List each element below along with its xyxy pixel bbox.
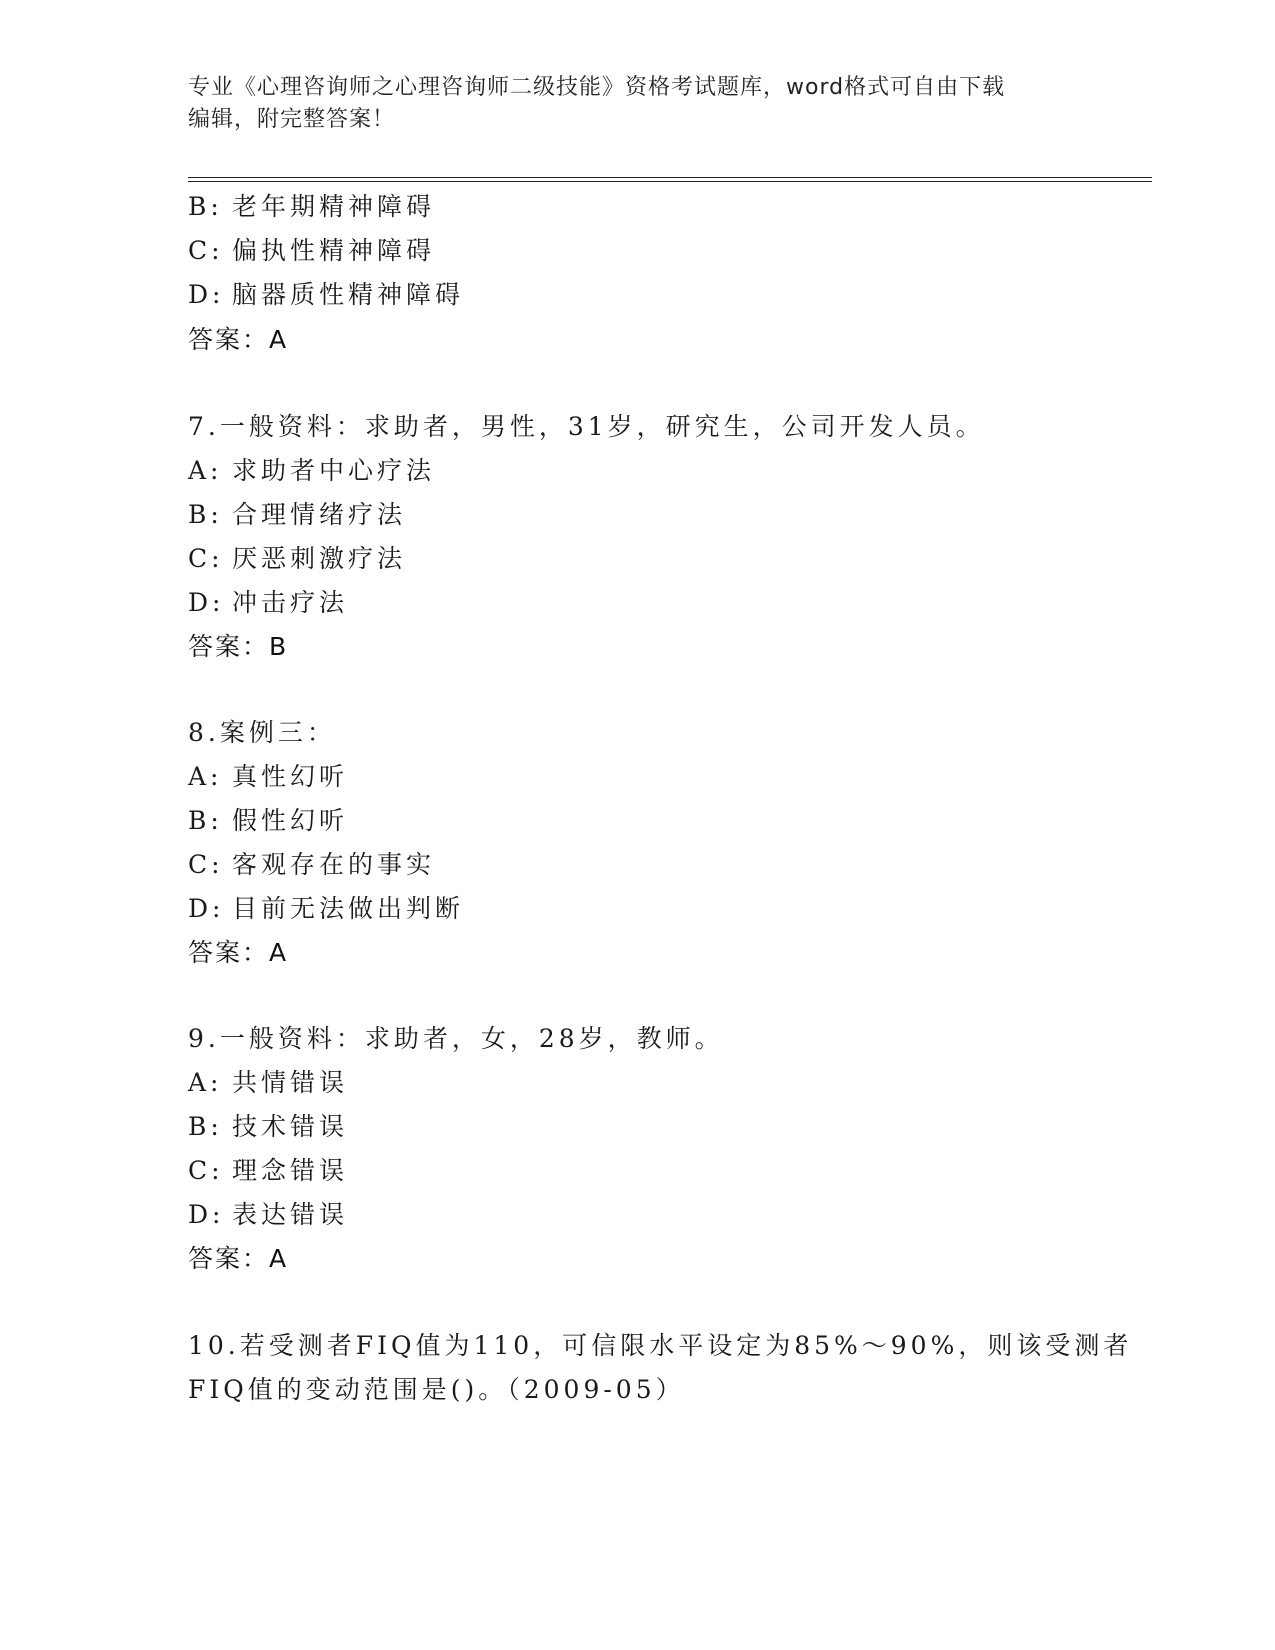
option-letter: A:	[188, 456, 223, 485]
q6-answer: 答案：A	[188, 325, 289, 354]
q9-option-a	[188, 1068, 348, 1098]
option-text: 冲击疗法	[232, 588, 349, 617]
q7-stem: 7.一般资料：求助者，男性，31岁，研究生，公司开发人员。	[188, 412, 985, 441]
option-text: 共情错误	[232, 1068, 349, 1097]
q8-option-c	[188, 850, 435, 880]
option-letter: A:	[188, 1068, 223, 1097]
q7-option-a	[188, 456, 435, 486]
q9-option-c	[188, 1156, 348, 1186]
q8-option-d	[188, 894, 464, 924]
option-text: 脑器质性精神障碍	[232, 280, 465, 309]
header-line-2: 编辑，附完整答案！	[188, 107, 396, 132]
q7-option-d	[188, 588, 348, 618]
q8-stem: 8.案例三：	[188, 718, 336, 747]
option-letter: D:	[188, 280, 225, 309]
option-text: 目前无法做出判断	[232, 894, 465, 923]
option-text: 求助者中心疗法	[232, 456, 436, 485]
option-text: 表达错误	[232, 1200, 349, 1229]
q6-option-c	[188, 236, 435, 266]
q7-option-c	[188, 544, 406, 574]
option-letter: A:	[188, 762, 223, 791]
document-header	[188, 72, 1068, 136]
option-letter: B:	[188, 806, 223, 835]
option-letter: B:	[188, 500, 223, 529]
option-letter: B:	[188, 192, 223, 221]
option-letter: D:	[188, 894, 225, 923]
option-letter: C:	[188, 1156, 224, 1185]
q9-option-d	[188, 1200, 348, 1230]
q7-answer: 答案：B	[188, 632, 289, 661]
q10-stem-line-1: 10.若受测者FIQ值为110，可信限水平设定为85%～90%，则该受测者	[188, 1331, 1133, 1360]
option-text: 真性幻听	[232, 762, 349, 791]
option-letter: C:	[188, 850, 224, 879]
option-text: 偏执性精神障碍	[232, 236, 436, 265]
option-text: 厌恶刺激疗法	[232, 544, 407, 573]
header-rule-top	[188, 177, 1152, 178]
q6-option-d	[188, 280, 464, 310]
q8-option-a	[188, 762, 348, 792]
header-rule-bottom	[188, 181, 1152, 182]
header-line-1: 专业《心理咨询师之心理咨询师二级技能》资格考试题库，word格式可自由下载	[188, 75, 1006, 100]
option-text: 老年期精神障碍	[232, 192, 436, 221]
q9-answer: 答案：A	[188, 1244, 289, 1273]
option-letter: D:	[188, 588, 225, 617]
q8-option-b	[188, 806, 348, 836]
option-letter: D:	[188, 1200, 225, 1229]
option-letter: C:	[188, 236, 224, 265]
option-letter: B:	[188, 1112, 223, 1141]
option-text: 假性幻听	[232, 806, 349, 835]
option-text: 合理情绪疗法	[232, 500, 407, 529]
q10-stem-line-2: FIQ值的变动范围是()。（2009-05）	[188, 1375, 685, 1404]
option-text: 理念错误	[232, 1156, 349, 1185]
q8-answer: 答案：A	[188, 938, 289, 967]
option-text: 客观存在的事实	[232, 850, 436, 879]
q7-option-b	[188, 500, 406, 530]
q9-option-b	[188, 1112, 348, 1142]
q6-option-b	[188, 192, 435, 222]
q9-stem: 9.一般资料：求助者，女，28岁，教师。	[188, 1024, 724, 1053]
option-text: 技术错误	[232, 1112, 349, 1141]
option-letter: C:	[188, 544, 224, 573]
